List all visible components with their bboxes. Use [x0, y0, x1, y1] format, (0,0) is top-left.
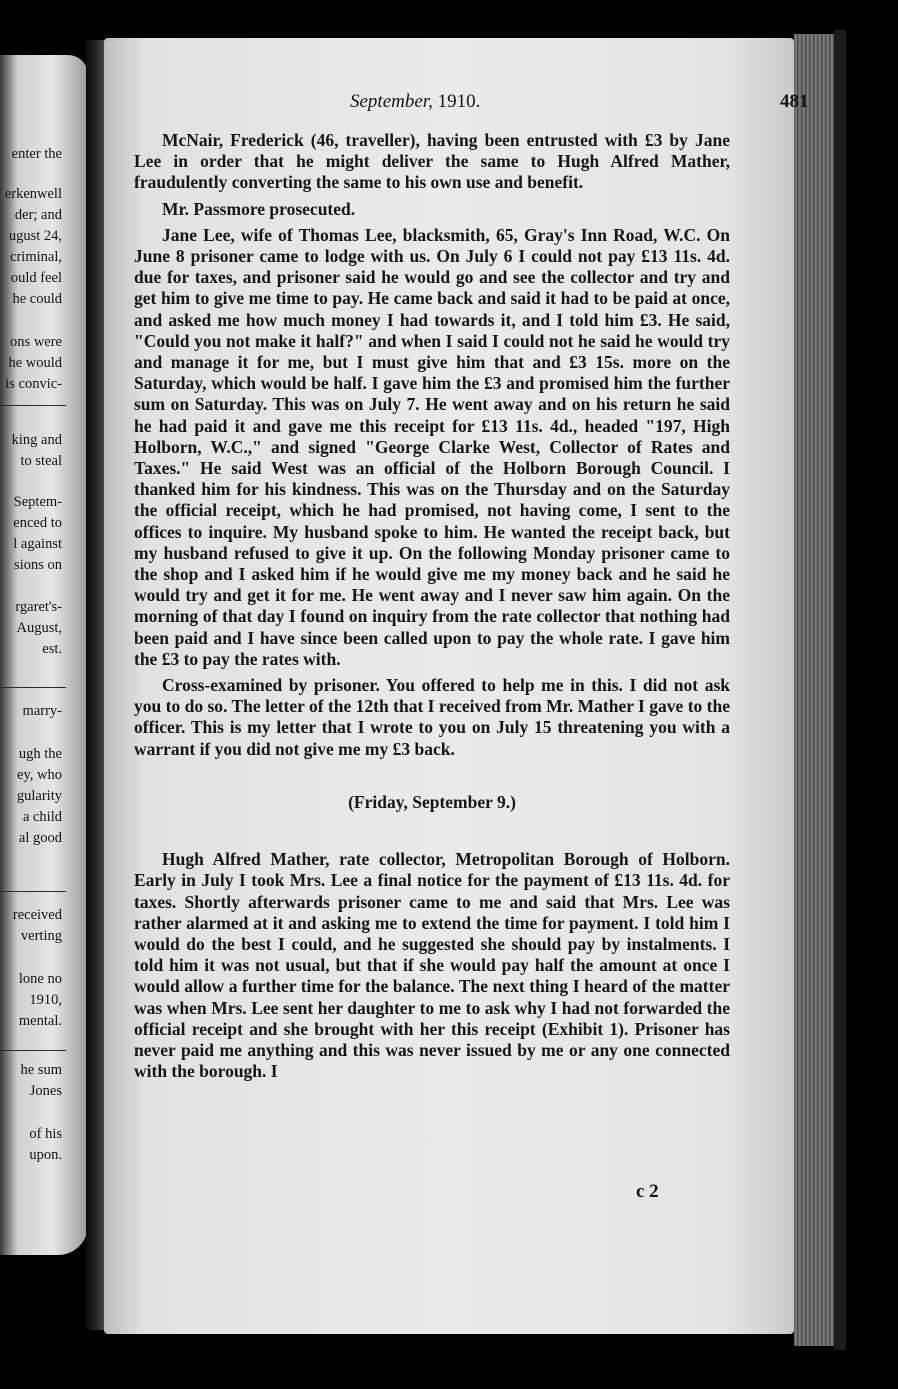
running-head-year: 1910. — [437, 91, 481, 112]
facing-page-rule — [0, 891, 66, 892]
facing-page-line: erkenwell — [4, 186, 62, 202]
facing-page-line: Jones — [29, 1083, 62, 1099]
facing-page-line: marry- — [22, 703, 62, 719]
facing-page-line: king and — [11, 432, 62, 448]
facing-page-rule — [0, 1050, 66, 1051]
facing-page-line: 1910, — [29, 992, 62, 1008]
facing-page-line: enced to — [13, 515, 62, 531]
facing-page-line: verting — [20, 928, 62, 944]
facing-page-line: of his — [29, 1126, 62, 1142]
facing-page-line: ould feel — [10, 270, 62, 286]
facing-page-line: enter the — [11, 146, 62, 162]
page-number: 481 — [780, 91, 809, 112]
facing-page — [0, 55, 88, 1255]
facing-page-line: upon. — [29, 1147, 62, 1163]
facing-page-line: sions on — [14, 557, 62, 573]
facing-page-line: l against — [13, 536, 62, 552]
facing-page-line: mental. — [18, 1013, 62, 1029]
facing-page-line: der; and — [14, 207, 62, 223]
facing-page-line: ugh the — [18, 746, 62, 762]
facing-page-rule — [0, 687, 66, 688]
cross-examination: Cross-examined by prisoner. You offered to help me in this. I did not ask you to do so. The letter of the 12th that I received from Mr. Mather I gave to the officer. This is my letter that I wrote to you on July 15 threatening you with a warrant if you did not give me my £3 back. — [134, 675, 730, 759]
running-head-month: September, — [350, 91, 433, 112]
facing-page-line: August, — [16, 620, 62, 636]
facing-page-line: al good — [18, 830, 62, 846]
facing-page-line: is convic- — [5, 376, 62, 392]
running-head — [350, 91, 480, 113]
facing-page-line: he could — [12, 291, 62, 307]
book-edge-shadow — [834, 30, 846, 1350]
facing-page-line: ey, who — [17, 767, 62, 783]
counsel-line: Mr. Passmore prosecuted. — [162, 198, 356, 219]
facing-page-line: he sum — [20, 1062, 62, 1078]
document-page — [104, 38, 809, 1334]
facing-page-line: a child — [22, 809, 62, 825]
signature-mark: c 2 — [636, 1181, 659, 1202]
facing-page-line: est. — [42, 641, 62, 657]
case-heading: McNair, Frederick (46, traveller), having been entrusted with £3 by Jane Lee in order that he might deliver the same to Hugh Alfred Mather, fraudulently converting the same to his own use and benefit. — [134, 130, 730, 193]
page-body — [134, 130, 730, 1087]
witness-testimony: Hugh Alfred Mather, rate collector, Metropolitan Borough of Holborn. Early in July I took Mrs. Lee a final notice for the payment of £13 11s. 4d. for taxes. Shortly afterwards prisoner came to me and said that Mrs. Lee was rather alarmed at it and asking me to extend the time for payment. I told him I would do the best I could, and he suggested she should pay by instalments. I told him it was not usual, but that if she would pay half the amount at once I would allow a further time for the balance. The next thing I heard of the matter was when Mrs. Lee sent her daughter to me to ask why I had not forwarded the official receipt and she brought with her this receipt (Exhibit 1). Prisoner has never paid me anything and this was never issued by me or any one connected with the borough. I — [134, 849, 730, 1082]
facing-page-line: gularity — [16, 788, 62, 804]
page-edges — [794, 34, 834, 1346]
date-heading: (Friday, September 9.) — [348, 791, 516, 812]
facing-page-line: criminal, — [10, 249, 62, 265]
facing-page-rule — [0, 405, 66, 406]
witness-testimony: Jane Lee, wife of Thomas Lee, blacksmith, 65, Gray's Inn Road, W.C. On June 8 prisoner came to lodge with us. On July 6 I could not pay £13 11s. 4d. due for taxes, and prisoner said he would go and see the collector and try and get him to give me time to pay. He came back and said it had to be paid at once, and asked me how much money I had towards it, and I told him £3. He said, "Could you not make it half?" and when I said I could not he said he would try and manage it for me, but I must give him that and £3 15s. more on the Saturday, which would be half. I gave him the £3 and promised him the further sum on Saturday. This was on July 7. He went away and on his return he said he had paid it and gave me this receipt for £13 11s. 4d., headed "197, High Holborn, W.C.," and signed "George Clarke West, Collector of Rates and Taxes." He said West was an official of the Holborn Borough Council. I thanked him for his kindness. This was on the Thursday and on the Saturday the official receipt, which he had promised, not having come, I sent to the offices to inquire. My husband spoke to him. He wanted the receipt back, but my husband refused to give it up. On the following Monday prisoner came to the shop and I asked him if he would give me my money back and he said he would try and get it for me. He went away and I never saw him again. On the morning of that day I found on inquiry from the rate collector that nothing had been paid and I have since been called upon to pay the whole rate. I gave him the £3 to pay the rates with. — [134, 224, 730, 669]
facing-page-line: rgaret's- — [15, 599, 62, 615]
facing-page-line: he would — [8, 355, 62, 371]
facing-page-line: lone no — [18, 971, 62, 987]
facing-page-line: ugust 24, — [8, 228, 62, 244]
facing-page-line: received — [12, 907, 62, 923]
facing-page-line: Septem- — [13, 494, 62, 510]
facing-page-line: to steal — [20, 453, 62, 469]
facing-page-line: ons were — [10, 334, 62, 350]
